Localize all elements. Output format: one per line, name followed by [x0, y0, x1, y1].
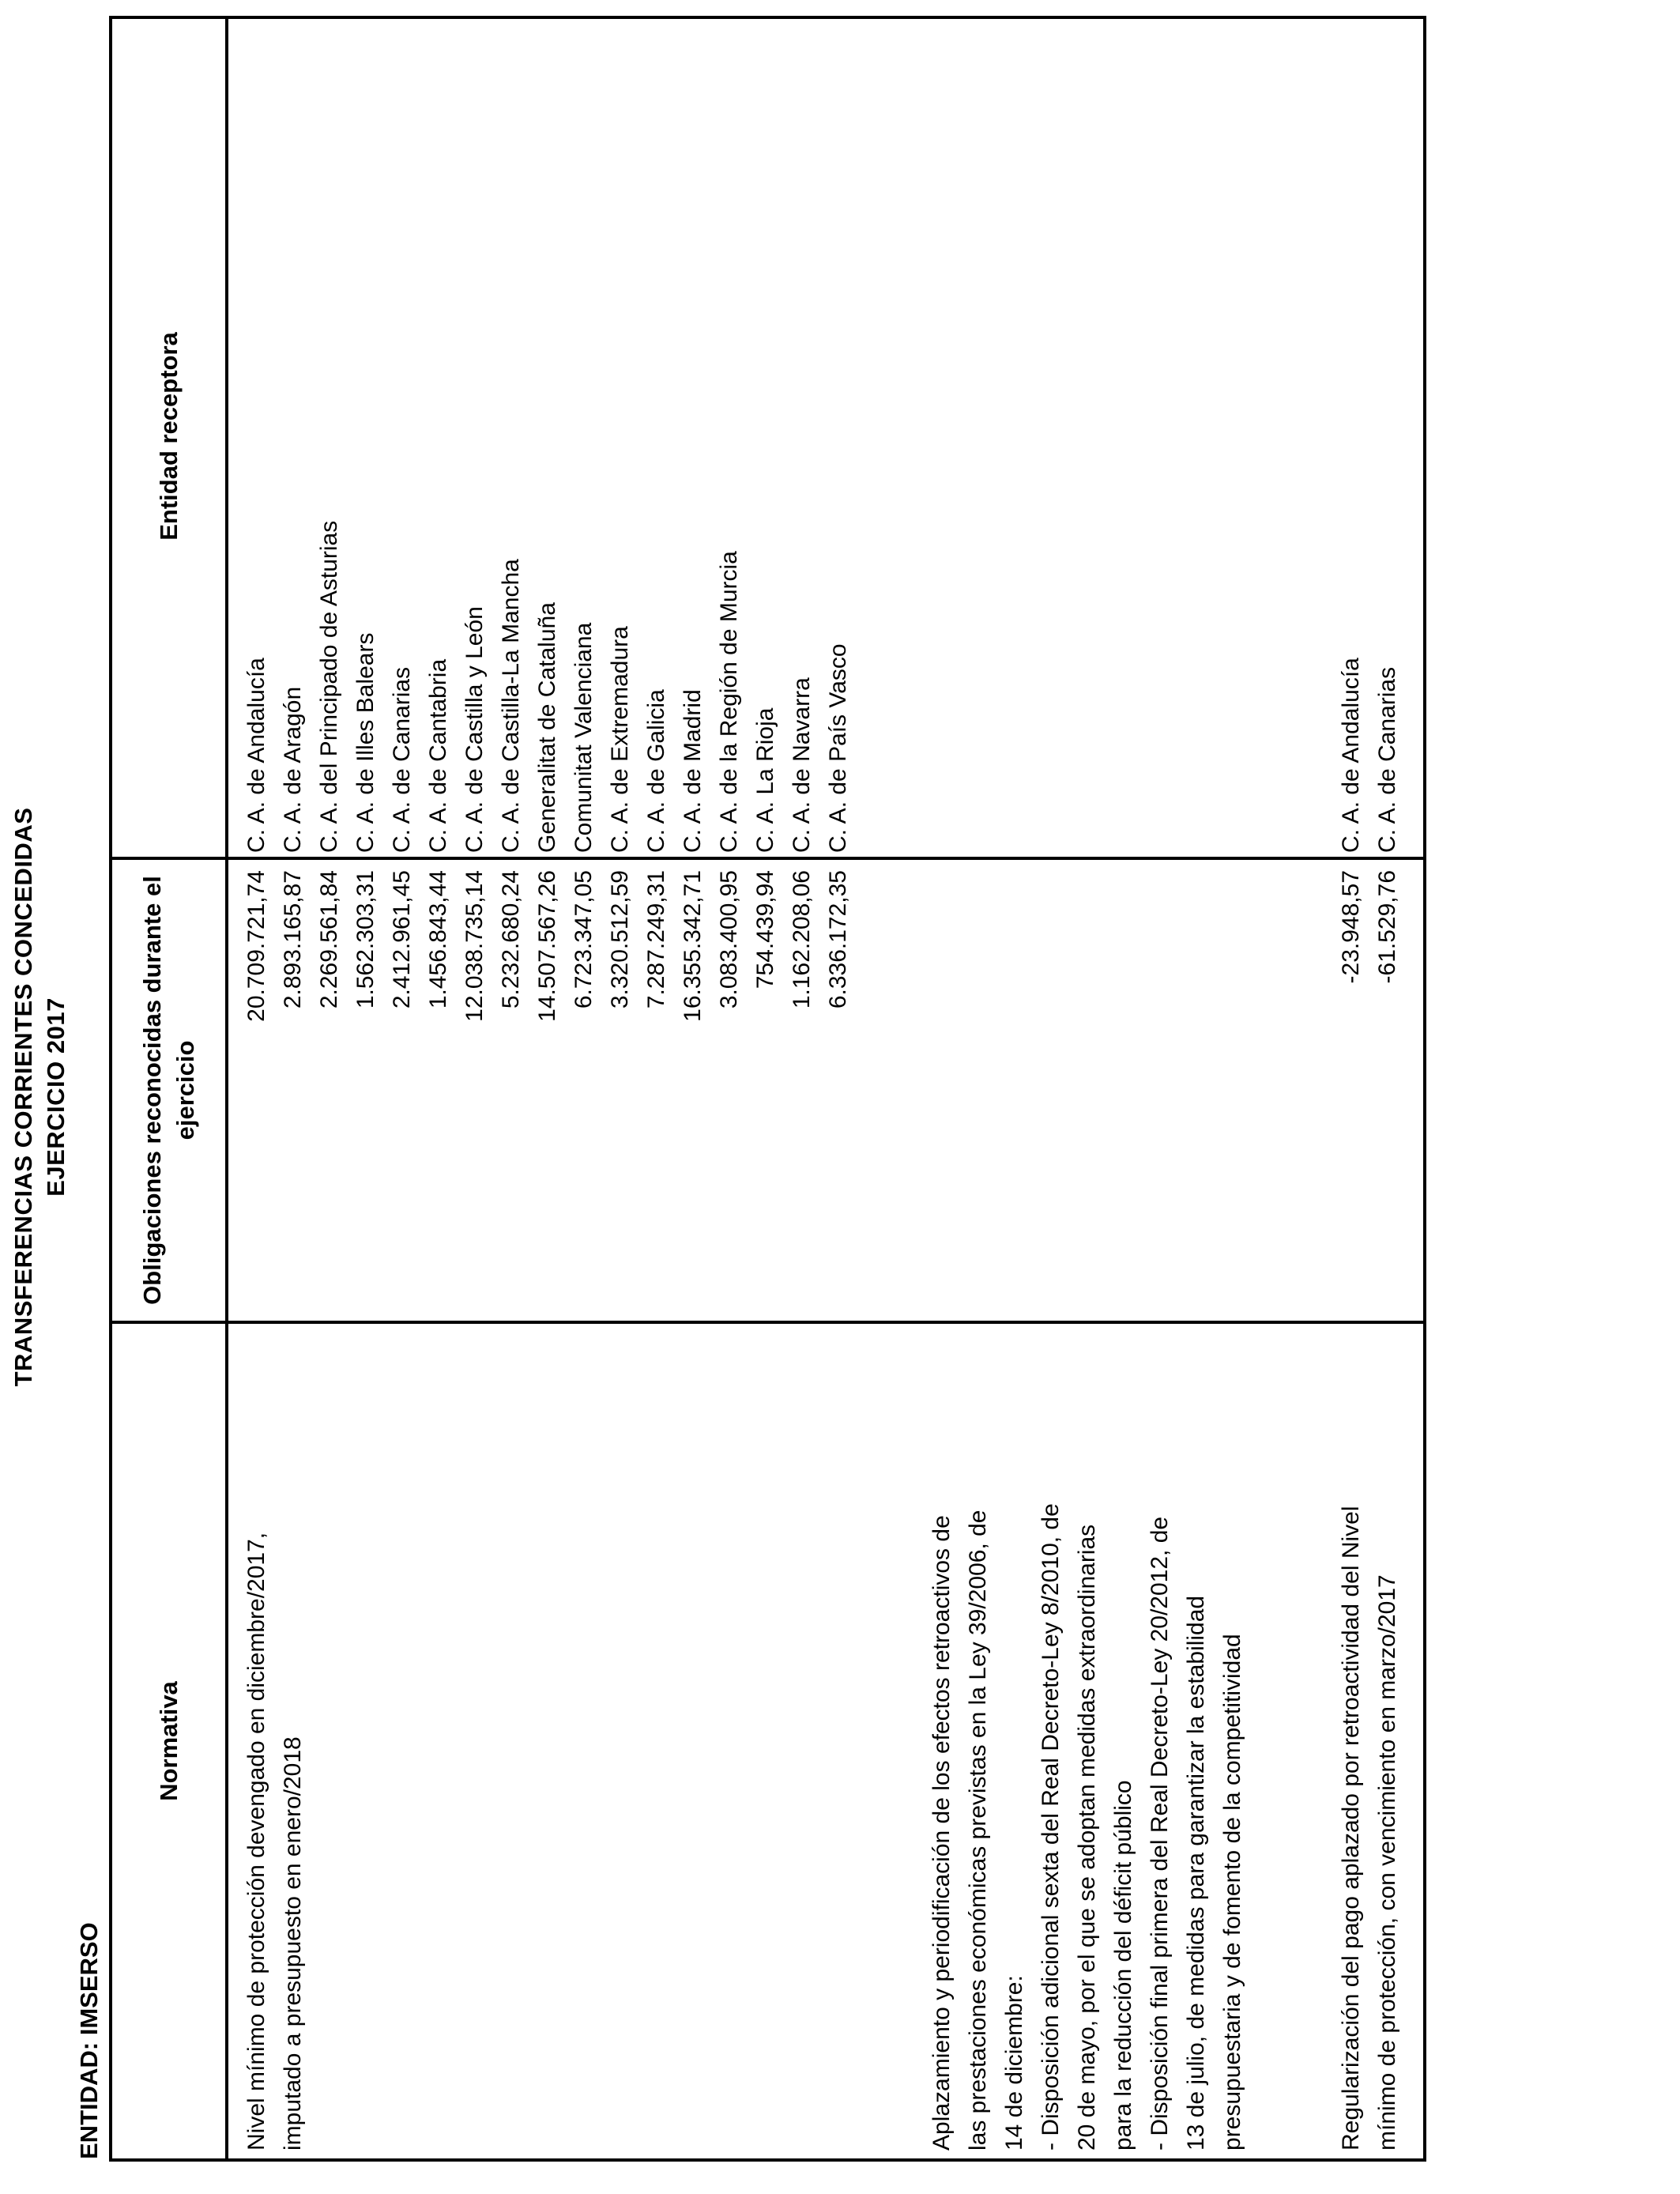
amount-cell: 1.162.208,06	[789, 870, 815, 1009]
transfers-table	[109, 16, 1426, 2162]
entity-cell: C. A. de Canarias	[1374, 666, 1400, 853]
amount-cell: -61.529,76	[1374, 870, 1400, 984]
entity-column	[1333, 23, 1406, 853]
amount-cell: 16.355.342,71	[680, 870, 706, 1022]
header-obligaciones: Obligaciones reconocidas durante el ejercicio	[137, 876, 199, 1305]
column-divider	[112, 1321, 1423, 1324]
amount-cell: 20.709.721,74	[243, 870, 269, 1022]
amount-cell: 3.320.512,59	[607, 870, 633, 1009]
entity-cell: C. A. de Castilla-La Mancha	[498, 559, 524, 853]
header-divider	[225, 19, 228, 2158]
amount-cell: 14.507.567,26	[534, 870, 560, 1022]
entity-cell: C. A. de Extremadura	[607, 626, 633, 853]
amount-cell: 7.287.249,31	[643, 870, 669, 1009]
entity-cell: C. A. de Galicia	[643, 689, 669, 853]
entity-cell: C. A. de Cantabria	[425, 658, 451, 853]
amount-column	[239, 870, 857, 1321]
amount-cell: 5.232.680,24	[498, 870, 524, 1009]
amount-cell: 6.336.172,35	[825, 870, 851, 1009]
entity-label: ENTIDAD: IMSERSO	[75, 1922, 103, 2159]
amount-cell: 754.439,94	[752, 870, 778, 990]
amount-cell: -23.948,57	[1338, 870, 1364, 984]
amount-cell: 2.412.961,45	[389, 870, 415, 1009]
entity-cell: C. A. de Andalucía	[1338, 658, 1364, 853]
normativa-text: Nivel mínimo de protección devengado en diciembre/2017, imputado a presupuesto en enero/2018	[243, 1532, 306, 2151]
entity-column	[239, 23, 857, 853]
normativa-text: Regularización del pago aplazado por retroactividad del Nivel mínimo de protección, con vencimiento en marzo/2017	[1338, 1506, 1400, 2151]
entity-cell: C. A. La Rioja	[752, 707, 778, 853]
amount-cell: 6.723.347,05	[571, 870, 597, 1009]
entity-cell: C. A. de Andalucía	[243, 658, 269, 853]
amount-cell: 12.038.735,14	[461, 870, 488, 1022]
header-entidad: Entidad receptora	[154, 332, 183, 541]
header-normativa: Normativa	[154, 1681, 183, 1801]
entity-cell: C. A. de País Vasco	[825, 643, 851, 853]
entity-cell: Generalitat de Cataluña	[534, 602, 560, 853]
amount-cell: 1.456.843,44	[425, 870, 451, 1009]
entity-cell: C. A. del Principado de Asturias	[316, 520, 342, 853]
entity-cell: C. A. de Castilla y León	[461, 606, 488, 853]
amount-cell: 2.269.561,84	[316, 870, 342, 1009]
page-subtitle: EJERCICIO 2017	[42, 997, 70, 1197]
amount-cell: 3.083.400,95	[716, 870, 742, 1009]
entity-cell: C. A. de Madrid	[680, 689, 706, 853]
entity-cell: Comunitat Valenciana	[571, 622, 597, 853]
entity-cell: C. A. de Aragón	[280, 686, 306, 853]
amount-column	[1333, 870, 1406, 1321]
amount-cell: 2.893.165,87	[280, 870, 306, 1009]
entity-cell: C. A. de Navarra	[789, 677, 815, 853]
normativa-text: Aplazamiento y periodificación de los efectos retroactivos de las prestaciones económicas previstas en la Ley 39/2006, de 14 de diciembre: - Disposición adicional sexta del Real Decreto-Ley 8/2010, de 20 de mayo, por el que se adoptan medidas extraordinarias para la reducción del déficit público - Disposición final primera del Real Decreto-Ley 20/2012, de 13 de julio, de medidas para garantizar la estabilidad presupuestaria y de fomento de la competitividad	[929, 1503, 1245, 2151]
column-divider	[112, 857, 1423, 860]
entity-cell: C. A. de la Región de Murcia	[716, 551, 742, 853]
entity-cell: C. A. de Illes Balears	[352, 632, 379, 853]
amount-cell: 1.562.303,31	[352, 870, 379, 1009]
entity-cell: C. A. de Canarias	[389, 666, 415, 853]
page-title: TRANSFERENCIAS CORRIENTES CONCEDIDAS	[9, 807, 37, 1387]
